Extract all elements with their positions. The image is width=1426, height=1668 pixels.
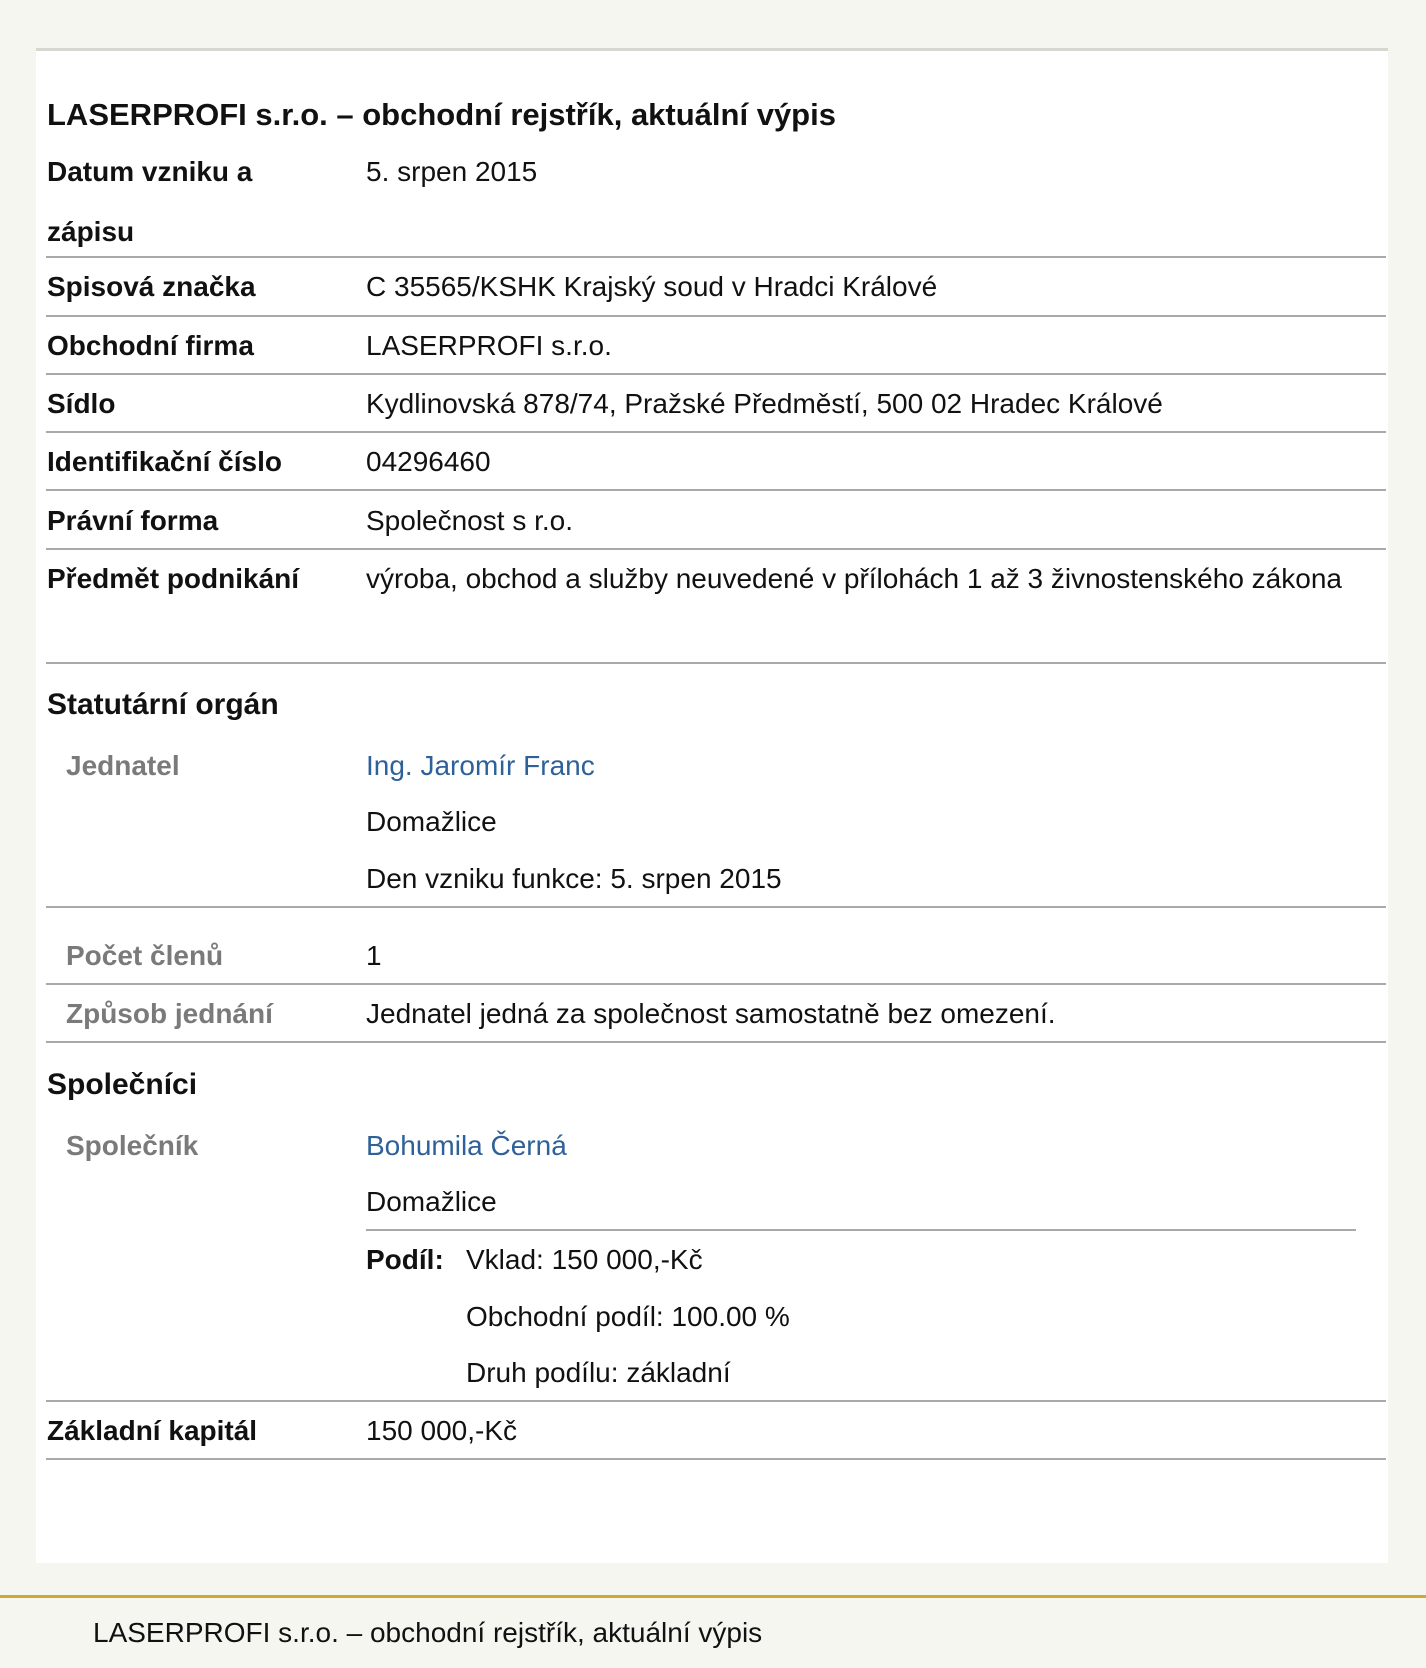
value-pravni-forma: Společnost s r.o. xyxy=(366,505,574,536)
footer-title: LASERPROFI s.r.o. – obchodní rejstřík, aktuální výpis xyxy=(93,1617,763,1648)
label-jednatel: Jednatel xyxy=(66,750,180,781)
label-pocet-clenu: Počet členů xyxy=(66,940,224,971)
label-pravni-forma: Právní forma xyxy=(47,505,219,536)
jednatel-function-since: Den vzniku funkce: 5. srpen 2015 xyxy=(366,863,782,894)
label-zpusob-jednani: Způsob jednání xyxy=(66,998,273,1029)
spolecnik-city: Domažlice xyxy=(366,1186,497,1217)
jednatel-name-link[interactable]: Ing. Jaromír Franc xyxy=(366,750,595,781)
register-extract-card xyxy=(36,51,1388,1563)
value-predmet-podnikani: výroba, obchod a služby neuvedené v přílohách 1 až 3 živnostenského zákona xyxy=(366,563,1342,594)
podil-label: Podíl: xyxy=(366,1244,444,1275)
value-identifikacni-cislo: 04296460 xyxy=(366,446,491,477)
podil-vklad: Vklad: 150 000,-Kč xyxy=(466,1244,703,1275)
label-spolecnik: Společník xyxy=(66,1130,199,1161)
value-zakladni-kapital: 150 000,-Kč xyxy=(366,1415,517,1446)
podil-obchodni-podil: Obchodní podíl: 100.00 % xyxy=(466,1301,790,1332)
label-predmet-podnikani: Předmět podnikání xyxy=(47,563,300,594)
section-heading-spolecnici: Společníci xyxy=(47,1068,198,1101)
label-zakladni-kapital: Základní kapitál xyxy=(47,1415,258,1446)
row-divider xyxy=(46,1458,1386,1460)
label-identifikacni-cislo: Identifikační číslo xyxy=(47,446,282,477)
label-sidlo: Sídlo xyxy=(47,388,116,419)
jednatel-city: Domažlice xyxy=(366,806,497,837)
value-zpusob-jednani: Jednatel jedná za společnost samostatně bez omezení. xyxy=(366,998,1056,1029)
value-datum-vzniku: 5. srpen 2015 xyxy=(366,156,538,187)
podil-druh-podilu: Druh podílu: základní xyxy=(466,1357,731,1388)
label-datum-vzniku: Datum vzniku a zápisu xyxy=(47,156,253,247)
footer-rule xyxy=(0,1595,1426,1598)
row-divider xyxy=(46,662,1386,664)
label-spisova-znacka: Spisová značka xyxy=(47,271,256,302)
spolecnik-name-link[interactable]: Bohumila Černá xyxy=(366,1130,567,1161)
label-obchodni-firma: Obchodní firma xyxy=(47,330,254,361)
page-title: LASERPROFI s.r.o. – obchodní rejstřík, aktuální výpis xyxy=(47,97,836,132)
value-spisova-znacka: C 35565/KSHK Krajský soud v Hradci Králové xyxy=(366,271,938,302)
value-obchodni-firma: LASERPROFI s.r.o. xyxy=(366,330,612,361)
row-divider xyxy=(46,489,1386,491)
section-heading-statutarni-organ: Statutární orgán xyxy=(47,688,279,721)
row-divider xyxy=(46,1041,1386,1043)
value-sidlo: Kydlinovská 878/74, Pražské Předměstí, 500 02 Hradec Králové xyxy=(366,388,1163,419)
row-divider xyxy=(46,906,1386,908)
value-pocet-clenu: 1 xyxy=(366,940,382,971)
